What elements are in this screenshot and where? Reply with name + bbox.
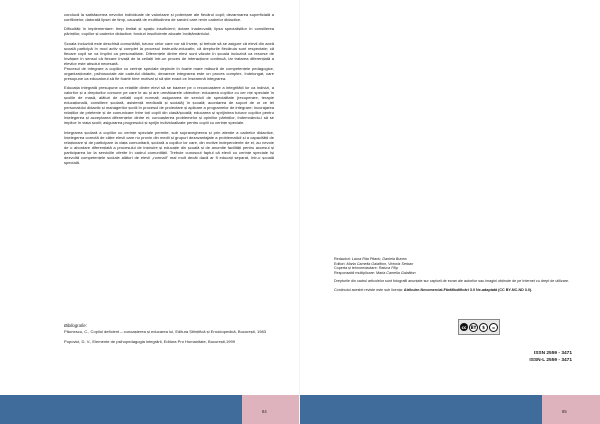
- credits-block: [334, 257, 574, 293]
- by-icon: BY: [470, 324, 477, 330]
- paragraph: Educația integrată presupune ca relațiile dintre elevi să se bazeze pe o recunoaștere a integrității lor ca indivizi, a valorilor și a drepturilor comune pe care le au și are următoarele obiective: educarea copiilor cu cer nțe speciale în școlile de masă, alături de ceilalți copii normali; asigurarea de servicii de specialitate (recuperare, terapie educațională, consiliere școlară, asistență medicală și socială) în școală; acordarea de suport de or ce tel personalului didactic și managerilor școlii în procesul de proiectare și aplicare a programelor de integrare; încurajarea relațiilor de prietenie și de comunicare între toți copiii din clasă/școală; educarea și sprijinirea tuturor copiilor pentru înțelegerea și acceptarea diferențelor dintre ei; cunoașterea problemelor și opiniilor părinților, îndemnându-i să se implice în viața școlii; asigurarea progresului și sprijin individualizate pentru copiii cu cerințe speciale.: [64, 85, 274, 126]
- paragraph: Integrarea școlară a copiilor cu cerințe speciale permite, sub supravegherea și prin atenție a cadrelor didactice, înțelegerea corectă de către elevii care nu provin din medii și grupuri dezavantajate a problematicii și a capacității de relaționare și de participare la viața comunitară, școlară a copiilor lor care, din motive independente de ei, au nevoie de o abordare diferențiată a procesului de instruire și educație din școală și de anumite facilități pentru accesul și participarea lor la serviciile oferite în cadrul comunității. Trebuie cunoscut faptul că elevii cu cerințe speciale își dezvoltă competențele sociale alături de elevii „normali” mai mult decât dacă ar fi educați separat, într-o școală specială.: [64, 129, 274, 165]
- page-number-left: 84: [262, 409, 267, 414]
- article-text: [64, 12, 274, 169]
- credit-line: Responsabil multiplicare: Maria Camelia Galaftion: [334, 270, 416, 275]
- footer-bar-left: [0, 395, 242, 424]
- nc-icon: $: [479, 323, 488, 332]
- paragraph: Școala incluzivă este deschisă comunității, tuturor celor care vor să învețe, și trebuie să se asigure că elevii din aceă școală participă în mod activ și complet la procesul instructiv-educativ; că drepturile fiecăruia sunt respectate; că fiecare copil se va împlini ca personalitate. Diferențele dintre elevi sunt văzute în școala incluzivă ca resurse de învățare în sensul că fiecare învață de la ceilalți într-un proces de interacțiune continuă, iar tratarea diferențiată a elevilor este absolut necesară. Procesul de integrare a copiilor cu cerințe speciale depinde în foarte mare măsură de competențele pedagogice, organizaționale, psihosociale ale cadrului didactic, deoarece integrarea este un proces complex, îndelungat, care presupune ca educatorul să fie foarte bine motivat și să știe exact ce înseamnă integrarea.: [64, 40, 274, 81]
- issn-print: ISSN 2559 - 3471: [533, 351, 572, 356]
- cc-icon: cc: [461, 324, 467, 330]
- page-number-right: 85: [562, 409, 567, 414]
- credit-line: Redactori: Laura Rita Pitariu, Daniela Bunea: [334, 257, 407, 261]
- credit-line: Coperta și tehnoredactare: Raluca Filip: [334, 266, 398, 271]
- footer-accent-right: [542, 395, 600, 424]
- footer-bar-right: [300, 395, 542, 424]
- nd-icon: =: [489, 323, 498, 332]
- paragraph: conducă la satisfacerea nevoilor individuale de valorizare și potențare ale fiecărui copil; dezarmarea superficială a conflictelor, datorată lipsei de timp, cauzată de multitudinea de sarcini care revin cadrelor didactice.: [64, 12, 274, 23]
- issn-linking: ISSN-L 2559 - 3471: [529, 358, 572, 363]
- footer-accent-left: [242, 395, 300, 424]
- right-page: [300, 0, 600, 424]
- rights-text: Drepturile din cadrul articolelor sunt fotografii anunțate sur capturii de ecran ale autorilor sau imagini obținute de pe Internet cu drept de utilizare.: [334, 279, 570, 284]
- bibliography-entry: Popovici, D. V., Elemente de psihopedagogia integrării, Editura Pro Humanitate, București,1999: [64, 339, 236, 345]
- bibliography: [64, 323, 274, 349]
- issn-block: [529, 350, 572, 364]
- cc-license-icon: [458, 319, 500, 335]
- bibliography-entry: Păunescu, C., Copilul deficient – cunoașterea și educarea lui, Editura Științifică și Enciclopedică, București, 1983: [64, 329, 267, 334]
- license-text: Conținutul acestei reviste este sub licența: Atribuire-Necomercial-FărăModificări 3.0 Ne-adaptată (CC BY-NC-ND 3.0).: [334, 287, 533, 292]
- paragraph: Dificultăți în implementare: timp limitat și spațiu insuficient; dotare inadecvată; lipsa specialiștilor în consilierea părinților, copiilor și cadrelor didactice; fonduri insuficiente alocate învățământului.: [64, 26, 274, 37]
- credit-line: Editori: Maria Camelia Galaftion, Victoria Serban: [334, 261, 414, 266]
- bibliography-heading: Bibliografie:: [64, 323, 87, 328]
